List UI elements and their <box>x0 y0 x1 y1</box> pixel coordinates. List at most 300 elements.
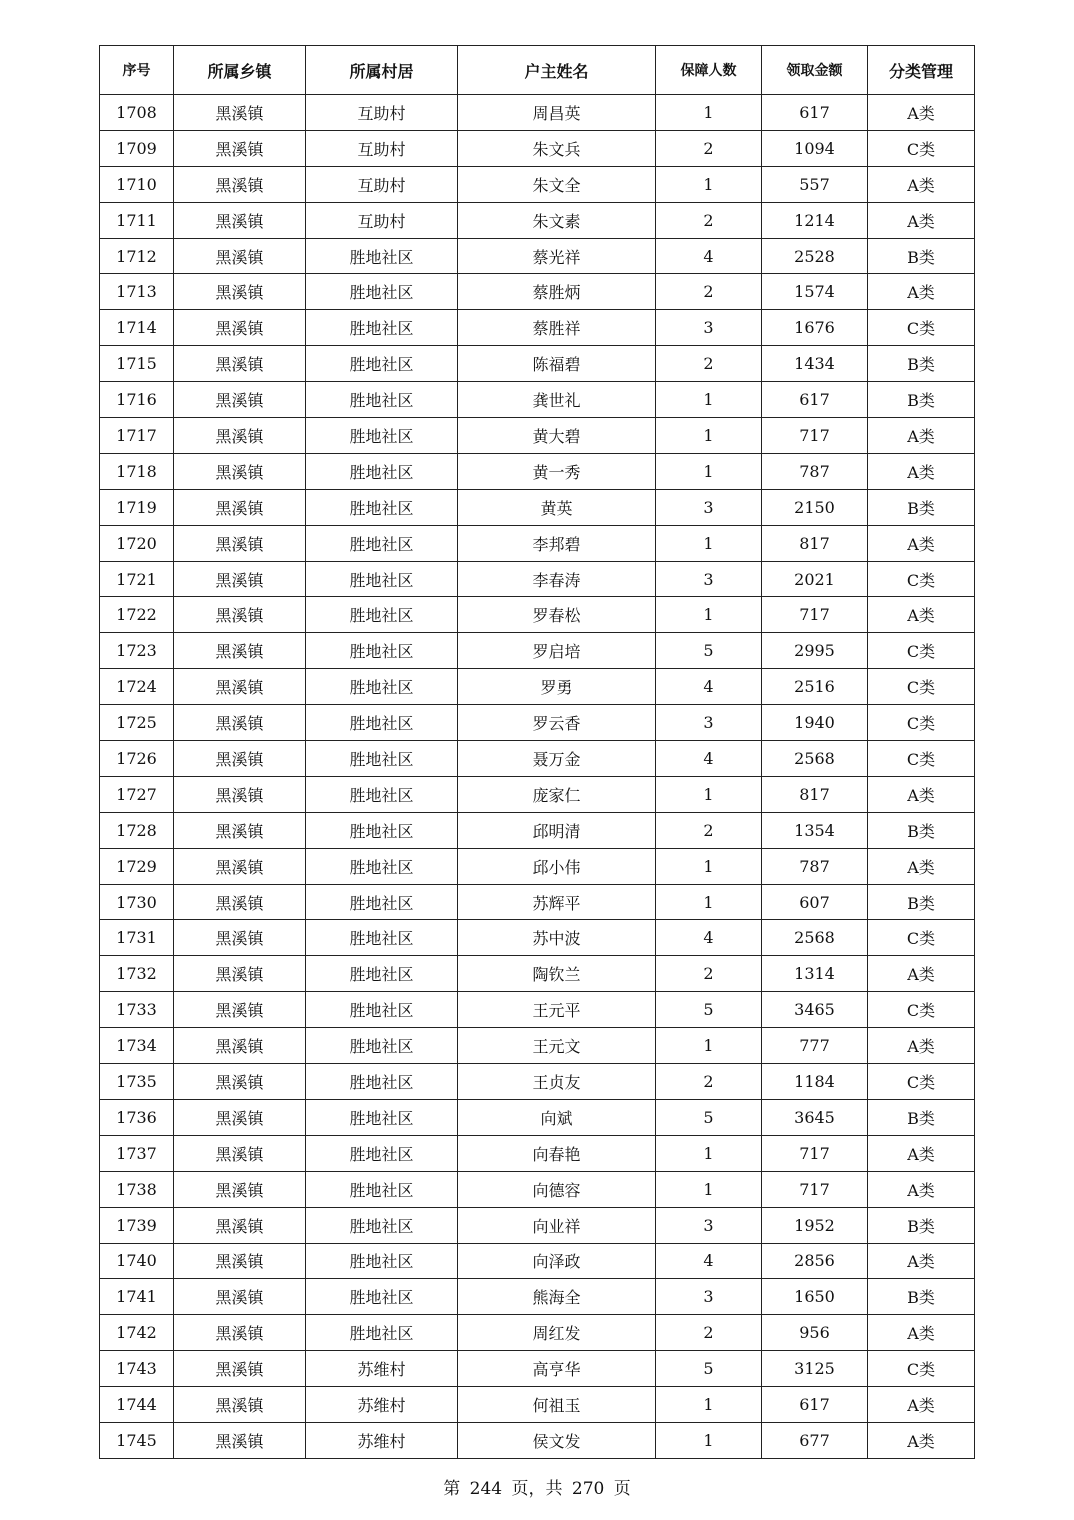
cell-amount: 1184 <box>762 1064 868 1100</box>
cell-township: 黑溪镇 <box>174 1279 306 1315</box>
cell-householder: 周红发 <box>458 1315 656 1351</box>
cell-amount: 2516 <box>762 669 868 705</box>
cell-index: 1743 <box>100 1351 174 1387</box>
cell-category: A类 <box>868 95 975 131</box>
table-body <box>100 95 975 1459</box>
cell-category: C类 <box>868 741 975 777</box>
cell-covered-persons: 1 <box>656 525 762 561</box>
table-row <box>100 489 975 525</box>
cell-amount: 2150 <box>762 489 868 525</box>
cell-index: 1722 <box>100 597 174 633</box>
table-row <box>100 310 975 346</box>
table-row <box>100 346 975 382</box>
cell-category: A类 <box>868 1171 975 1207</box>
table-row <box>100 561 975 597</box>
cell-amount: 3465 <box>762 992 868 1028</box>
header-township: 所属乡镇 <box>174 46 306 95</box>
table-header <box>100 46 975 95</box>
cell-covered-persons: 3 <box>656 1279 762 1315</box>
table-row <box>100 525 975 561</box>
cell-township: 黑溪镇 <box>174 453 306 489</box>
cell-township: 黑溪镇 <box>174 202 306 238</box>
cell-covered-persons: 1 <box>656 418 762 454</box>
cell-township: 黑溪镇 <box>174 1243 306 1279</box>
cell-amount: 1214 <box>762 202 868 238</box>
cell-township: 黑溪镇 <box>174 992 306 1028</box>
table-row <box>100 1315 975 1351</box>
cell-village: 互助村 <box>306 202 458 238</box>
cell-index: 1745 <box>100 1422 174 1458</box>
table-row <box>100 956 975 992</box>
cell-township: 黑溪镇 <box>174 633 306 669</box>
table-row <box>100 202 975 238</box>
cell-index: 1739 <box>100 1207 174 1243</box>
cell-householder: 罗春松 <box>458 597 656 633</box>
cell-covered-persons: 5 <box>656 633 762 669</box>
household-table <box>99 45 975 1459</box>
table-row <box>100 920 975 956</box>
cell-covered-persons: 4 <box>656 669 762 705</box>
cell-category: C类 <box>868 130 975 166</box>
cell-category: B类 <box>868 382 975 418</box>
cell-index: 1741 <box>100 1279 174 1315</box>
cell-township: 黑溪镇 <box>174 130 306 166</box>
cell-householder: 向泽政 <box>458 1243 656 1279</box>
cell-householder: 蔡胜炳 <box>458 274 656 310</box>
table-row <box>100 238 975 274</box>
cell-village: 胜地社区 <box>306 1064 458 1100</box>
cell-village: 胜地社区 <box>306 525 458 561</box>
cell-householder: 李春涛 <box>458 561 656 597</box>
cell-amount: 1940 <box>762 705 868 741</box>
table-row <box>100 1064 975 1100</box>
cell-covered-persons: 2 <box>656 956 762 992</box>
cell-category: B类 <box>868 238 975 274</box>
cell-category: A类 <box>868 166 975 202</box>
cell-index: 1742 <box>100 1315 174 1351</box>
cell-index: 1714 <box>100 310 174 346</box>
cell-householder: 蔡胜祥 <box>458 310 656 346</box>
cell-village: 胜地社区 <box>306 669 458 705</box>
cell-covered-persons: 1 <box>656 1028 762 1064</box>
table-row <box>100 130 975 166</box>
table-row <box>100 669 975 705</box>
cell-covered-persons: 2 <box>656 1064 762 1100</box>
cell-index: 1712 <box>100 238 174 274</box>
cell-category: C类 <box>868 633 975 669</box>
cell-township: 黑溪镇 <box>174 1099 306 1135</box>
cell-householder: 向春艳 <box>458 1135 656 1171</box>
cell-village: 胜地社区 <box>306 561 458 597</box>
cell-covered-persons: 1 <box>656 1422 762 1458</box>
cell-township: 黑溪镇 <box>174 1064 306 1100</box>
header-village: 所属村居 <box>306 46 458 95</box>
cell-township: 黑溪镇 <box>174 1387 306 1423</box>
cell-householder: 龚世礼 <box>458 382 656 418</box>
cell-village: 胜地社区 <box>306 1315 458 1351</box>
cell-township: 黑溪镇 <box>174 597 306 633</box>
table-row <box>100 1422 975 1458</box>
cell-village: 胜地社区 <box>306 1171 458 1207</box>
cell-amount: 1952 <box>762 1207 868 1243</box>
cell-category: C类 <box>868 1351 975 1387</box>
cell-village: 胜地社区 <box>306 848 458 884</box>
cell-amount: 1650 <box>762 1279 868 1315</box>
cell-amount: 2021 <box>762 561 868 597</box>
cell-index: 1720 <box>100 525 174 561</box>
cell-covered-persons: 1 <box>656 1387 762 1423</box>
cell-index: 1744 <box>100 1387 174 1423</box>
cell-householder: 黄大碧 <box>458 418 656 454</box>
table-row <box>100 705 975 741</box>
cell-index: 1734 <box>100 1028 174 1064</box>
cell-village: 胜地社区 <box>306 992 458 1028</box>
cell-householder: 王元文 <box>458 1028 656 1064</box>
cell-covered-persons: 5 <box>656 1099 762 1135</box>
cell-category: C类 <box>868 669 975 705</box>
cell-amount: 787 <box>762 453 868 489</box>
cell-index: 1723 <box>100 633 174 669</box>
cell-township: 黑溪镇 <box>174 776 306 812</box>
cell-township: 黑溪镇 <box>174 812 306 848</box>
cell-category: C类 <box>868 1064 975 1100</box>
cell-covered-persons: 2 <box>656 812 762 848</box>
cell-index: 1727 <box>100 776 174 812</box>
cell-category: B类 <box>868 1279 975 1315</box>
cell-township: 黑溪镇 <box>174 382 306 418</box>
cell-amount: 787 <box>762 848 868 884</box>
cell-township: 黑溪镇 <box>174 669 306 705</box>
cell-index: 1724 <box>100 669 174 705</box>
cell-amount: 2568 <box>762 920 868 956</box>
cell-householder: 王元平 <box>458 992 656 1028</box>
cell-village: 胜地社区 <box>306 1099 458 1135</box>
cell-village: 胜地社区 <box>306 346 458 382</box>
cell-township: 黑溪镇 <box>174 561 306 597</box>
cell-amount: 1574 <box>762 274 868 310</box>
cell-township: 黑溪镇 <box>174 346 306 382</box>
cell-index: 1708 <box>100 95 174 131</box>
cell-category: B类 <box>868 812 975 848</box>
table-row <box>100 382 975 418</box>
cell-village: 胜地社区 <box>306 1279 458 1315</box>
cell-amount: 557 <box>762 166 868 202</box>
cell-index: 1726 <box>100 741 174 777</box>
cell-amount: 717 <box>762 1135 868 1171</box>
cell-covered-persons: 3 <box>656 705 762 741</box>
cell-index: 1717 <box>100 418 174 454</box>
cell-township: 黑溪镇 <box>174 418 306 454</box>
cell-householder: 朱文兵 <box>458 130 656 166</box>
cell-village: 胜地社区 <box>306 741 458 777</box>
cell-amount: 1094 <box>762 130 868 166</box>
cell-category: B类 <box>868 1099 975 1135</box>
cell-covered-persons: 5 <box>656 1351 762 1387</box>
cell-householder: 苏辉平 <box>458 884 656 920</box>
cell-covered-persons: 3 <box>656 561 762 597</box>
cell-covered-persons: 2 <box>656 130 762 166</box>
cell-village: 胜地社区 <box>306 633 458 669</box>
cell-covered-persons: 4 <box>656 920 762 956</box>
cell-householder: 向德容 <box>458 1171 656 1207</box>
cell-index: 1740 <box>100 1243 174 1279</box>
cell-amount: 607 <box>762 884 868 920</box>
cell-covered-persons: 3 <box>656 310 762 346</box>
cell-category: C类 <box>868 920 975 956</box>
table-row <box>100 453 975 489</box>
cell-village: 胜地社区 <box>306 1207 458 1243</box>
cell-amount: 817 <box>762 525 868 561</box>
cell-township: 黑溪镇 <box>174 705 306 741</box>
cell-amount: 3645 <box>762 1099 868 1135</box>
cell-householder: 黄英 <box>458 489 656 525</box>
cell-covered-persons: 2 <box>656 202 762 238</box>
cell-amount: 617 <box>762 382 868 418</box>
table-row <box>100 166 975 202</box>
header-index: 序号 <box>100 46 174 95</box>
cell-index: 1725 <box>100 705 174 741</box>
cell-amount: 777 <box>762 1028 868 1064</box>
table-row <box>100 418 975 454</box>
cell-amount: 717 <box>762 597 868 633</box>
cell-village: 胜地社区 <box>306 956 458 992</box>
cell-index: 1738 <box>100 1171 174 1207</box>
cell-village: 胜地社区 <box>306 238 458 274</box>
cell-index: 1716 <box>100 382 174 418</box>
header-row <box>100 46 975 95</box>
cell-amount: 1314 <box>762 956 868 992</box>
header-householder: 户主姓名 <box>458 46 656 95</box>
cell-village: 苏维村 <box>306 1422 458 1458</box>
cell-township: 黑溪镇 <box>174 525 306 561</box>
table-row <box>100 848 975 884</box>
cell-householder: 李邦碧 <box>458 525 656 561</box>
cell-category: A类 <box>868 1315 975 1351</box>
cell-category: A类 <box>868 597 975 633</box>
cell-householder: 邱小伟 <box>458 848 656 884</box>
header-covered-persons: 保障人数 <box>656 46 762 95</box>
cell-village: 苏维村 <box>306 1351 458 1387</box>
cell-covered-persons: 1 <box>656 848 762 884</box>
cell-index: 1735 <box>100 1064 174 1100</box>
cell-village: 胜地社区 <box>306 597 458 633</box>
cell-index: 1732 <box>100 956 174 992</box>
cell-village: 胜地社区 <box>306 453 458 489</box>
cell-township: 黑溪镇 <box>174 238 306 274</box>
cell-category: A类 <box>868 956 975 992</box>
cell-covered-persons: 1 <box>656 776 762 812</box>
table-row <box>100 884 975 920</box>
cell-village: 苏维村 <box>306 1387 458 1423</box>
cell-village: 胜地社区 <box>306 489 458 525</box>
cell-householder: 侯文发 <box>458 1422 656 1458</box>
table-row <box>100 1135 975 1171</box>
cell-village: 胜地社区 <box>306 310 458 346</box>
cell-category: A类 <box>868 1387 975 1423</box>
cell-householder: 何祖玉 <box>458 1387 656 1423</box>
table-row <box>100 274 975 310</box>
cell-township: 黑溪镇 <box>174 166 306 202</box>
cell-township: 黑溪镇 <box>174 95 306 131</box>
cell-township: 黑溪镇 <box>174 1171 306 1207</box>
table-row <box>100 1387 975 1423</box>
table-row <box>100 741 975 777</box>
cell-index: 1711 <box>100 202 174 238</box>
cell-category: A类 <box>868 848 975 884</box>
cell-township: 黑溪镇 <box>174 274 306 310</box>
cell-householder: 邱明清 <box>458 812 656 848</box>
table-row <box>100 1171 975 1207</box>
cell-covered-persons: 1 <box>656 453 762 489</box>
cell-index: 1733 <box>100 992 174 1028</box>
cell-village: 胜地社区 <box>306 776 458 812</box>
cell-householder: 朱文素 <box>458 202 656 238</box>
cell-householder: 罗启培 <box>458 633 656 669</box>
cell-amount: 817 <box>762 776 868 812</box>
cell-township: 黑溪镇 <box>174 1207 306 1243</box>
cell-township: 黑溪镇 <box>174 848 306 884</box>
cell-village: 互助村 <box>306 95 458 131</box>
cell-township: 黑溪镇 <box>174 741 306 777</box>
cell-amount: 2995 <box>762 633 868 669</box>
cell-index: 1721 <box>100 561 174 597</box>
cell-covered-persons: 3 <box>656 489 762 525</box>
table-row <box>100 812 975 848</box>
cell-category: A类 <box>868 274 975 310</box>
table-row <box>100 1279 975 1315</box>
cell-amount: 617 <box>762 1387 868 1423</box>
page-number: 第 244 页，共 270 页 <box>443 1479 631 1499</box>
cell-covered-persons: 4 <box>656 238 762 274</box>
cell-category: A类 <box>868 1028 975 1064</box>
cell-amount: 677 <box>762 1422 868 1458</box>
cell-township: 黑溪镇 <box>174 310 306 346</box>
cell-covered-persons: 1 <box>656 166 762 202</box>
cell-householder: 王贞友 <box>458 1064 656 1100</box>
cell-householder: 聂万金 <box>458 741 656 777</box>
cell-householder: 蔡光祥 <box>458 238 656 274</box>
cell-category: A类 <box>868 1243 975 1279</box>
cell-township: 黑溪镇 <box>174 1422 306 1458</box>
cell-amount: 717 <box>762 418 868 454</box>
cell-index: 1710 <box>100 166 174 202</box>
cell-covered-persons: 4 <box>656 1243 762 1279</box>
cell-covered-persons: 1 <box>656 382 762 418</box>
cell-covered-persons: 1 <box>656 884 762 920</box>
cell-category: A类 <box>868 1422 975 1458</box>
cell-householder: 罗勇 <box>458 669 656 705</box>
cell-index: 1730 <box>100 884 174 920</box>
cell-amount: 617 <box>762 95 868 131</box>
table-row <box>100 1351 975 1387</box>
cell-covered-persons: 1 <box>656 1135 762 1171</box>
cell-township: 黑溪镇 <box>174 1315 306 1351</box>
cell-village: 胜地社区 <box>306 705 458 741</box>
cell-village: 胜地社区 <box>306 1028 458 1064</box>
cell-township: 黑溪镇 <box>174 1351 306 1387</box>
cell-category: A类 <box>868 418 975 454</box>
cell-category: B类 <box>868 346 975 382</box>
cell-covered-persons: 1 <box>656 597 762 633</box>
cell-village: 胜地社区 <box>306 382 458 418</box>
table-row <box>100 1207 975 1243</box>
cell-covered-persons: 2 <box>656 346 762 382</box>
cell-category: B类 <box>868 884 975 920</box>
cell-township: 黑溪镇 <box>174 1028 306 1064</box>
cell-householder: 罗云香 <box>458 705 656 741</box>
table-row <box>100 95 975 131</box>
cell-category: A类 <box>868 1135 975 1171</box>
table-row <box>100 1028 975 1064</box>
cell-index: 1715 <box>100 346 174 382</box>
cell-householder: 庞家仁 <box>458 776 656 812</box>
cell-index: 1718 <box>100 453 174 489</box>
cell-covered-persons: 5 <box>656 992 762 1028</box>
cell-village: 胜地社区 <box>306 812 458 848</box>
cell-householder: 陈福碧 <box>458 346 656 382</box>
cell-amount: 2528 <box>762 238 868 274</box>
cell-category: A类 <box>868 202 975 238</box>
cell-township: 黑溪镇 <box>174 884 306 920</box>
cell-village: 胜地社区 <box>306 418 458 454</box>
table-row <box>100 992 975 1028</box>
cell-index: 1719 <box>100 489 174 525</box>
cell-householder: 苏中波 <box>458 920 656 956</box>
table-row <box>100 1243 975 1279</box>
cell-village: 胜地社区 <box>306 884 458 920</box>
cell-category: C类 <box>868 705 975 741</box>
cell-covered-persons: 2 <box>656 274 762 310</box>
cell-village: 互助村 <box>306 166 458 202</box>
header-amount: 领取金额 <box>762 46 868 95</box>
cell-index: 1713 <box>100 274 174 310</box>
cell-village: 胜地社区 <box>306 274 458 310</box>
cell-township: 黑溪镇 <box>174 956 306 992</box>
cell-index: 1709 <box>100 130 174 166</box>
cell-township: 黑溪镇 <box>174 489 306 525</box>
cell-category: A类 <box>868 776 975 812</box>
cell-householder: 陶钦兰 <box>458 956 656 992</box>
header-category: 分类管理 <box>868 46 975 95</box>
cell-covered-persons: 1 <box>656 95 762 131</box>
cell-covered-persons: 2 <box>656 1315 762 1351</box>
cell-amount: 1676 <box>762 310 868 346</box>
table-row <box>100 1099 975 1135</box>
cell-covered-persons: 1 <box>656 1171 762 1207</box>
cell-index: 1737 <box>100 1135 174 1171</box>
cell-township: 黑溪镇 <box>174 1135 306 1171</box>
cell-category: B类 <box>868 1207 975 1243</box>
cell-township: 黑溪镇 <box>174 920 306 956</box>
cell-village: 胜地社区 <box>306 1243 458 1279</box>
table-row <box>100 776 975 812</box>
table-row <box>100 633 975 669</box>
cell-village: 胜地社区 <box>306 920 458 956</box>
cell-amount: 1354 <box>762 812 868 848</box>
cell-covered-persons: 3 <box>656 1207 762 1243</box>
cell-index: 1728 <box>100 812 174 848</box>
cell-householder: 向业祥 <box>458 1207 656 1243</box>
cell-householder: 向斌 <box>458 1099 656 1135</box>
cell-category: C类 <box>868 992 975 1028</box>
cell-category: C类 <box>868 310 975 346</box>
cell-index: 1729 <box>100 848 174 884</box>
cell-householder: 朱文全 <box>458 166 656 202</box>
cell-householder: 熊海全 <box>458 1279 656 1315</box>
cell-amount: 2568 <box>762 741 868 777</box>
table-row <box>100 597 975 633</box>
cell-index: 1736 <box>100 1099 174 1135</box>
